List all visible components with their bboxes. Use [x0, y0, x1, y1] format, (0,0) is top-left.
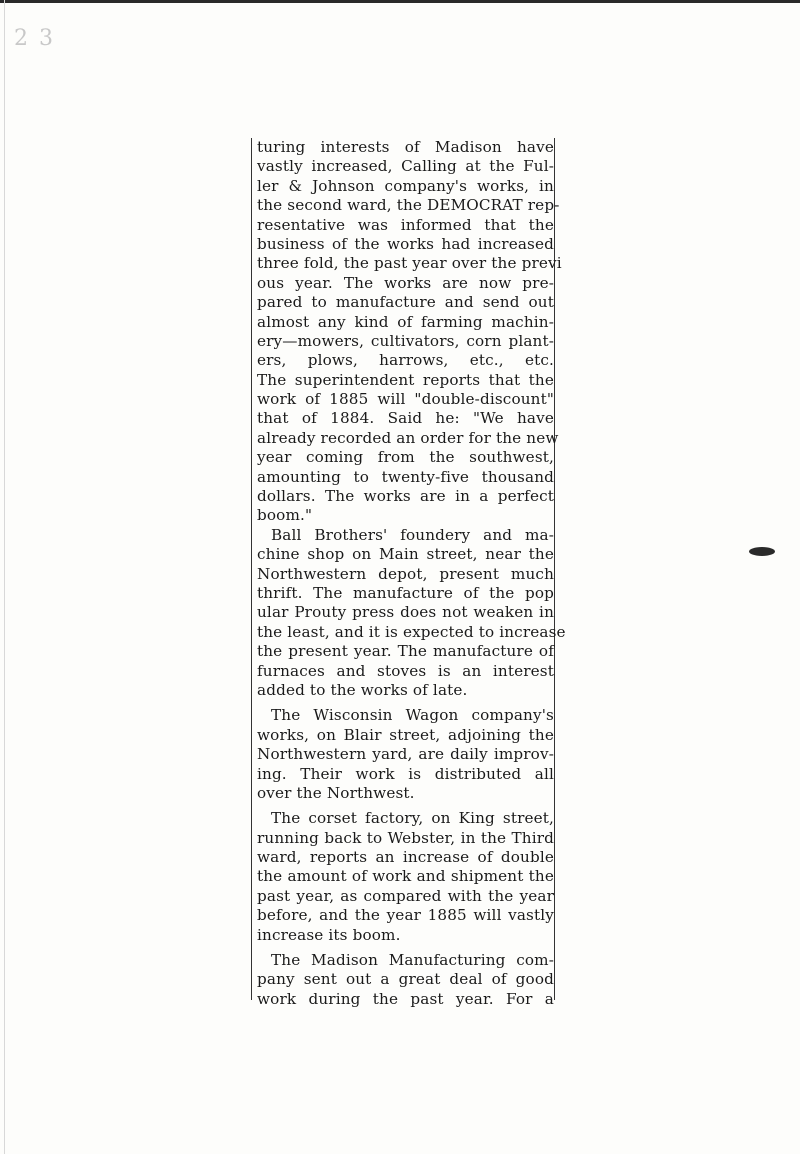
text-line: dollars. The works are in a perfect — [257, 487, 554, 506]
text-line: ous year. The works are now pre- — [257, 273, 554, 292]
text-line: almost any kind of farming machin- — [257, 312, 554, 331]
text-line: running back to Webster, in the Third — [257, 828, 554, 847]
text-line: thrift. The manufacture of the pop — [257, 583, 554, 602]
paragraph-madison-manufacturing — [257, 951, 554, 1009]
text-line: year coming from the southwest, — [257, 448, 554, 467]
text-line: amounting to twenty-five thousand — [257, 467, 554, 486]
text-line: Ball Brothers' foundery and ma- — [271, 525, 554, 544]
text-line: before, and the year 1885 will vastly — [257, 906, 554, 925]
text-line: boom." — [257, 506, 313, 525]
text-line: vastly increased, Calling at the Ful- — [257, 157, 554, 176]
text-line: furnaces and stoves is an interest — [257, 661, 554, 680]
text-line: ing. Their work is distributed all — [257, 764, 554, 783]
text-line: three fold, the past year over the previ — [257, 254, 562, 273]
text-line: work of 1885 will "double-discount" — [257, 390, 554, 409]
text-line: business of the works had increased — [257, 234, 554, 253]
text-line: pared to manufacture and send out — [257, 293, 554, 312]
text-line: already recorded an order for the new — [257, 428, 559, 447]
text-line: the present year. The manufacture of — [257, 642, 554, 661]
page-number-mark: 2 3 — [14, 26, 55, 51]
text-line: turing interests of Madison have — [257, 138, 554, 156]
paragraph-corset-factory — [257, 809, 554, 945]
text-line: ers, plows, harrows, etc., etc. — [257, 351, 554, 370]
text-line: that of 1884. Said he: "We have — [257, 409, 554, 428]
text-line: The Madison Manufacturing com- — [271, 951, 554, 970]
paragraph-fuller-johnson — [257, 138, 562, 526]
newspaper-clipping — [251, 138, 566, 1008]
text-line: resentative was informed that the — [257, 215, 554, 234]
text-line: over the Northwest. — [257, 783, 415, 802]
text-line: The Wisconsin Wagon company's — [271, 706, 554, 725]
text-line: increase its boom. — [257, 925, 401, 944]
text-line: The superintendent reports that the — [257, 370, 554, 389]
text-line: pany sent out a great deal of good — [257, 970, 554, 989]
text-line: works, on Blair street, adjoining the — [257, 725, 554, 744]
text-line: The corset factory, on King street, — [271, 809, 554, 828]
text-line: work during the past year. For a — [257, 989, 554, 1008]
paragraph-wisconsin-wagon — [257, 706, 554, 803]
text-line: the second ward, the DEMOCRAT rep- — [257, 196, 560, 215]
text-line: the least, and it is expected to increase — [257, 622, 566, 641]
text-line: ular Prouty press does not weaken in — [257, 603, 554, 622]
text-line: added to the works of late. — [257, 680, 468, 699]
text-line: ery—mowers, cultivators, corn plant- — [257, 331, 554, 350]
text-line: Northwestern depot, present much — [257, 564, 554, 583]
text-line: Northwestern yard, are daily improv- — [257, 745, 554, 764]
scan-smudge-mark — [749, 547, 775, 556]
text-line: ler & Johnson company's works, in — [257, 176, 554, 195]
page-top-edge — [0, 0, 800, 3]
text-line: chine shop on Main street, near the — [257, 545, 554, 564]
paragraph-ball-brothers — [257, 525, 566, 701]
page-left-edge — [4, 0, 5, 1154]
text-line: past year, as compared with the year — [257, 886, 554, 905]
text-line: the amount of work and shipment the — [257, 867, 554, 886]
text-line: ward, reports an increase of double — [257, 848, 554, 867]
